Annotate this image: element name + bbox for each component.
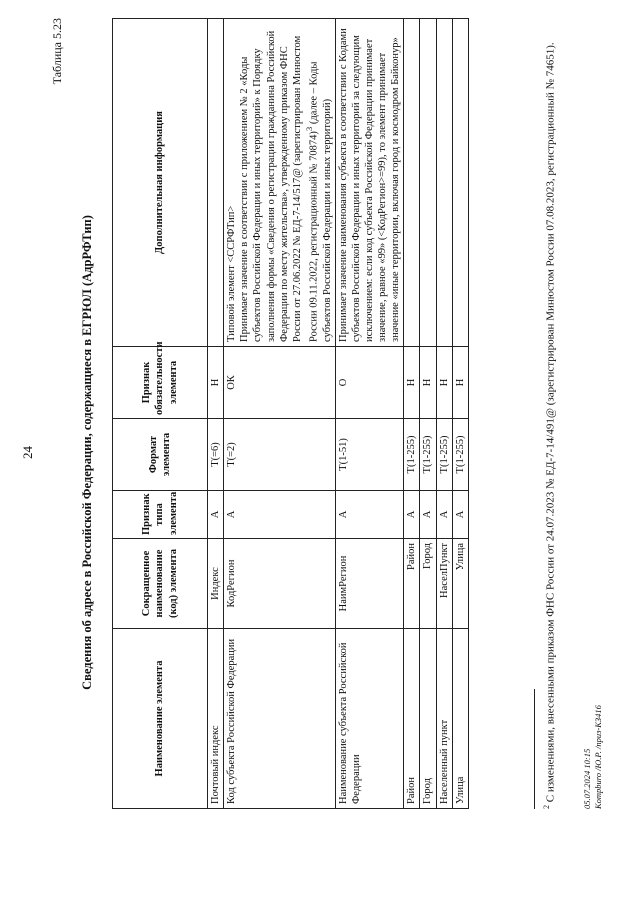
element-required-cell: Н <box>452 347 468 419</box>
element-format-cell: T(1-255) <box>404 419 420 491</box>
column-header: Наименование элемента <box>113 629 208 809</box>
element-name-cell: Населенный пункт <box>436 629 452 809</box>
column-header: Признак типа элемента <box>113 491 208 539</box>
element-required-cell: Н <box>208 347 224 419</box>
element-code-cell: Город <box>420 539 436 629</box>
element-type-cell: А <box>452 491 468 539</box>
element-format-cell: T(=6) <box>208 419 224 491</box>
element-type-cell: А <box>436 491 452 539</box>
table-label: Таблица 5.23 <box>50 18 64 85</box>
element-required-cell: Н <box>404 347 420 419</box>
table-row <box>452 19 468 809</box>
element-required-cell: О <box>335 347 404 419</box>
footnote-mark: 2 <box>542 805 551 809</box>
element-code-cell: НаселПункт <box>436 539 452 629</box>
footnote-ref: 3 <box>303 126 314 132</box>
element-name-cell: Код субъекта Российской Федерации <box>224 629 336 809</box>
element-name-cell: Улица <box>452 629 468 809</box>
element-info-cell <box>404 19 420 347</box>
table-header-row <box>113 19 208 809</box>
element-code-cell: НаимРегион <box>335 539 404 629</box>
address-table <box>112 18 469 809</box>
element-required-cell: ОК <box>224 347 336 419</box>
stamp-author: Kompburo /Ю.Р. /приз-КЗ416 <box>592 705 603 809</box>
footnote <box>542 19 559 809</box>
element-info-cell <box>436 19 452 347</box>
footnote-text: С изменениями, внесенными приказом ФНС России от 24.07.2023 № ЕД-7-14/491@ (зарегистрирован Минюстом России 07.08.2023, регистрационный № 74651). <box>544 42 557 803</box>
element-info-cell: Принимает значение наименования субъекта в соответствии с Кодами субъектов Российской Федерации и иных территорий за следующим исключением: если код субъекта Российской Федерации принимает значение, равное «99» (<КодРегион>=99), то элемент принимает значение «иные территории, включая город и космодром Байконур» <box>335 19 404 347</box>
info-text-tail: (далее – Коды субъектов Российской Федерации и иных территорий) <box>308 61 333 342</box>
element-type-cell: А <box>335 491 404 539</box>
element-type-cell: А <box>208 491 224 539</box>
element-code-cell: Улица <box>452 539 468 629</box>
table-row <box>404 19 420 809</box>
document-title: Сведения об адресе в Российской Федерации, содержащиеся в ЕГРЮЛ (АдрРФТип) <box>80 215 94 690</box>
element-type-cell: А <box>224 491 336 539</box>
element-format-cell: T(1-51) <box>335 419 404 491</box>
column-header: Формат элемента <box>113 419 208 491</box>
column-header: Признак обязательности элемента <box>113 347 208 419</box>
table-row <box>420 19 436 809</box>
element-name-cell: Район <box>404 629 420 809</box>
element-format-cell: T(1-255) <box>452 419 468 491</box>
element-required-cell: Н <box>436 347 452 419</box>
element-required-cell: Н <box>420 347 436 419</box>
element-code-cell: КодРегион <box>224 539 336 629</box>
element-info-cell <box>452 19 468 347</box>
print-stamp <box>582 705 603 809</box>
element-info-cell <box>420 19 436 347</box>
page-number: 24 <box>20 446 35 459</box>
table-row <box>335 19 404 809</box>
element-code-cell: Район <box>404 539 420 629</box>
element-type-cell: А <box>420 491 436 539</box>
stamp-datetime: 05.07.2024 10:15 <box>582 748 592 809</box>
element-info-cell <box>224 19 336 347</box>
element-code-cell: Индекс <box>208 539 224 629</box>
element-format-cell: T(1-255) <box>420 419 436 491</box>
element-info-cell <box>208 19 224 347</box>
element-format-cell: T(1-255) <box>436 419 452 491</box>
element-name-cell: Почтовый индекс <box>208 629 224 809</box>
element-format-cell: T(=2) <box>224 419 336 491</box>
column-header: Дополнительная информация <box>113 19 208 347</box>
table-row <box>208 19 224 809</box>
footnote-divider <box>534 689 535 809</box>
column-header: Сокращенное наименование (код) элемента <box>113 539 208 629</box>
table-row <box>436 19 452 809</box>
table-row <box>224 19 336 809</box>
element-name-cell: Наименование субъекта Российской Федерации <box>335 629 404 809</box>
info-text: Типовой элемент <ССРФТип> Принимает значение в соответствии с приложением № 2 «Коды субъектов Российской Федерации и иных территорий» к Порядку заполнения формы «Сведения о регистрации гражданина Российской Федерации по месту жительства», утвержденному приказом ФНС России от 27.06.2022 № ЕД-7-14/517@ (зарегистрирован Минюстом России 09.11.2022, регистрационный № 70874) <box>226 30 320 342</box>
element-type-cell: А <box>404 491 420 539</box>
element-name-cell: Город <box>420 629 436 809</box>
